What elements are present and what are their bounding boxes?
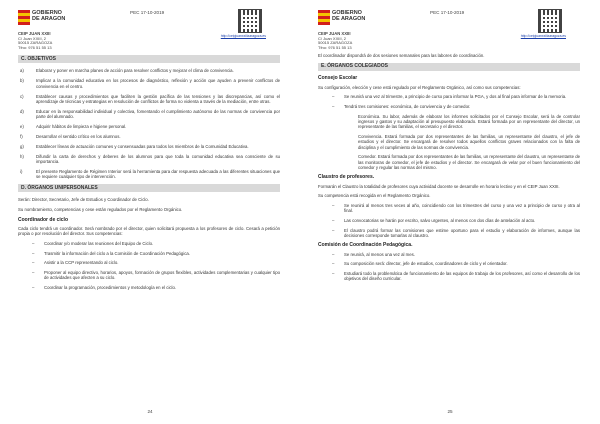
list-item-text: Implicar a la comunidad educativa en los procesos de diagnóstico, reflexión y acción que ayuden a prevenir conflictos de convivencia en el centro. (36, 78, 280, 89)
logo-text: GOBIERNO DE ARAGON (32, 10, 66, 22)
paragraph: Su configuración, elección y cese está regulado por el Reglamento Orgánico, así como sus competencias: (318, 84, 521, 90)
objective-item (18, 94, 280, 105)
qr-code-icon (538, 9, 562, 33)
page-number: 24 (147, 409, 153, 414)
paragraph: El coordinador dispondrá de dos sesiones semanales para las labores de coordinación. (318, 53, 485, 58)
list-item: – Trasmitir la información del ciclo a la Comisión de Coordinación Pedagógica. (18, 251, 280, 256)
logo-text: GOBIERNO DE ARAGON (332, 10, 366, 22)
page-number: 25 (447, 409, 453, 414)
aragon-crest-icon (18, 10, 30, 26)
school-info: CEIP JUAN XXIII C/ Juan XXIII, 2 50015 ZARAGOZA Tfno: 976 51 55 13 (18, 31, 53, 50)
school-name: CEIP JUAN XXIII (18, 31, 51, 36)
section-heading-e: E. ÓRGANOS COLEGIADOS (318, 63, 580, 71)
list-item-text: Establecer causas y procedimientos que faciliten la gestión pacífica de las tensiones y las discrepancias, así como el aprendizaje de técnicas y estrategias en resolución de conflictos de forma no violenta a través de la mediación, entre otras. (36, 93, 280, 104)
list-item-text: Difundir la carta de derechos y deberes de los alumnos para que toda la comunidad educativa sea consciente de su importancia. (36, 153, 280, 164)
website-link[interactable]: http://ceipjuanxxiiizaragoza.es (520, 34, 566, 38)
list-marker: f) (20, 133, 23, 139)
ccp-list (318, 252, 580, 282)
list-marker: b) (20, 78, 24, 84)
website-link[interactable]: http://ceipjuanxxiiizaragoza.es (220, 34, 266, 38)
paragraph: Su competencia está recogida en el Reglamento Orgánico. (318, 193, 431, 199)
list-item-text: Educar en la responsabilidad individual y colectiva, fomentando el cumplimiento autónomo de las normas de convivencia por parte del alumnado. (36, 108, 280, 120)
list-item: – Estudiará todo la problemática de funcionamiento de las equipos de trabajo de los profesores, así como el desarrollo de los objetivos del diseño curricular. (318, 271, 580, 282)
comision-paragraph: Económica. Su labor, además de elaborar los informes solicitados por el Consejo Escolar, será la de controlar ingresos y gastos y su adaptación al presupuesto elaborado. Estará formada por un representante del director, un representante de las familias, el secretario y el director. (358, 113, 580, 130)
objective-item (18, 169, 280, 180)
subheading-ccp: Comisión de Coordinación Pedagógica. (318, 242, 413, 249)
qr-code-icon (238, 9, 262, 33)
objective-item (18, 68, 280, 73)
page-header (300, 4, 600, 50)
paragraph: Serán: Director, Secretario, Jefe de Estudios y Coordinador de Ciclo. (18, 197, 149, 203)
aragon-crest-icon (318, 10, 330, 26)
pec-label: PEC 17-10-2019 (430, 10, 465, 15)
list-item: – Coordinar y/o moderar las reuniones del Equipo de Ciclo. (18, 241, 280, 246)
list-item-text: Adquirir hábitos de limpieza e higiene personal. (36, 123, 127, 129)
right-page (300, 0, 600, 424)
comisiones-list (318, 114, 580, 170)
objective-item (18, 134, 280, 139)
school-name: CEIP JUAN XXIII (318, 31, 351, 36)
list-item: – Se reunirá una vez al trimestre, a principio de curso para informar la PGA, y dos al final para informar de la memoria. (318, 94, 580, 99)
list-marker: g) (20, 143, 24, 149)
claustro-list (318, 203, 580, 238)
section-heading-c: C. OBJETIVOS (18, 55, 280, 63)
subheading-consejo: Consejo Escolar (318, 75, 358, 82)
list-item: – Se reunirá al menos tres veces al año, coincidiendo con los trimestres del curso y una vez a principio de curso y otra al final. (318, 203, 580, 214)
list-marker: c) (20, 93, 24, 99)
subheading-coordinador: Coordinador de ciclo (18, 216, 69, 223)
objective-item (18, 154, 280, 165)
objectives-list (18, 68, 280, 179)
left-page-body (18, 53, 280, 295)
list-item: – Su composición será: director, jefe de estudios, coordinadores de ciclo y el orientador. (318, 261, 580, 266)
objective-item (18, 109, 280, 120)
coordinator-duties-list (18, 241, 280, 290)
subheading-claustro: Claustro de profesores. (318, 174, 375, 181)
list-marker: i) (20, 168, 23, 174)
list-marker: d) (20, 108, 24, 114)
list-marker: a) (20, 68, 24, 74)
right-page-body (318, 53, 580, 286)
pec-label: PEC 17-10-2019 (130, 10, 165, 15)
list-item: – El claustro podrá formar las comisiones que estime oportuno para el estudio y elaboración de informes, aunque las decisiones corresponde tomarlas al claustro. (318, 228, 580, 239)
list-item: – Coordinar la programación, procedimientos y metodología en el ciclo. (18, 285, 280, 290)
paragraph: Cada ciclo tendrá un coordinador. Será nombrado por el director, quien solicitará propuesta a los profesores de ciclo. Cesará a petición propia o por resolución del director. Sus competencias: (18, 225, 280, 237)
comision-paragraph: Comedor. Estará formada por dos representantes de las familias, un representante del claustro, un representante de las monitoras de comedor, el jefe de estudios y el director. Se encargará de velar por el buen funcionamiento del comedor y regular las normas del mismo. (358, 154, 580, 170)
paragraph: Su nombramiento, competencias y cese están regulados por el Reglamento Orgánico. (18, 207, 183, 213)
list-item-text: Desarrollar el sentido crítico en los alumnos. (36, 133, 121, 139)
list-item-text: El presente Reglamento de Régimen Interior será la herramienta para dar respuesta adecuada a las diferentes situaciones que se requiere cualquier tipo de intervención. (36, 168, 280, 180)
objective-item (18, 124, 280, 129)
section-heading-d: D. ÓRGANOS UNIPERSONALES (18, 184, 280, 192)
list-item: – Las convocatorias se harán por escrito, salvo urgentes, al menos con dos días de antelación al acto. (318, 218, 580, 223)
list-item: – Asistir a la CCP representando al ciclo. (18, 260, 280, 265)
list-item: – Proponer al equipo directivo, horarios, apoyos, formación de grupos flexibles, actividades complementarias y cualquier tipo de actividades que afecten a su ciclo. (18, 270, 280, 281)
list-item: – Tendrá tres comisiones: económica, de convivencia y de comedor. (318, 104, 580, 109)
paragraph: Formarán el Claustro la totalidad de profesores cuya actividad docente se desarrolle en horario lectivo y en el CEIP Juan XXIII. (318, 183, 560, 189)
page-header (0, 4, 300, 50)
list-item-text: Establecer líneas de actuación comunes y consensuadas para todos los miembros de la Comunidad Educativa. (36, 143, 249, 149)
list-marker: h) (20, 153, 24, 159)
objective-item (18, 78, 280, 89)
consejo-list (318, 94, 580, 109)
objective-item (18, 144, 280, 149)
comision-paragraph: Convivencia. Estará formada por dos representantes de las familias, un representante del claustro, el jefe de estudios y el director. Se encargará de resolver todos aquellos conflictos graves relacionados con la falta de disciplina y el cumplimiento de las normas de convivencia. (358, 134, 580, 150)
list-item-text: Elaborar y poner en marcha planes de acción para resolver conflictos y mejorar el clima de convivencia. (36, 68, 234, 74)
list-item: – Se reunirá, al menos una vez al mes. (318, 252, 580, 257)
list-marker: e) (20, 123, 24, 129)
school-info: CEIP JUAN XXIII C/ Juan XXIII, 2 50015 ZARAGOZA Tfno: 976 51 55 13 (318, 31, 353, 50)
